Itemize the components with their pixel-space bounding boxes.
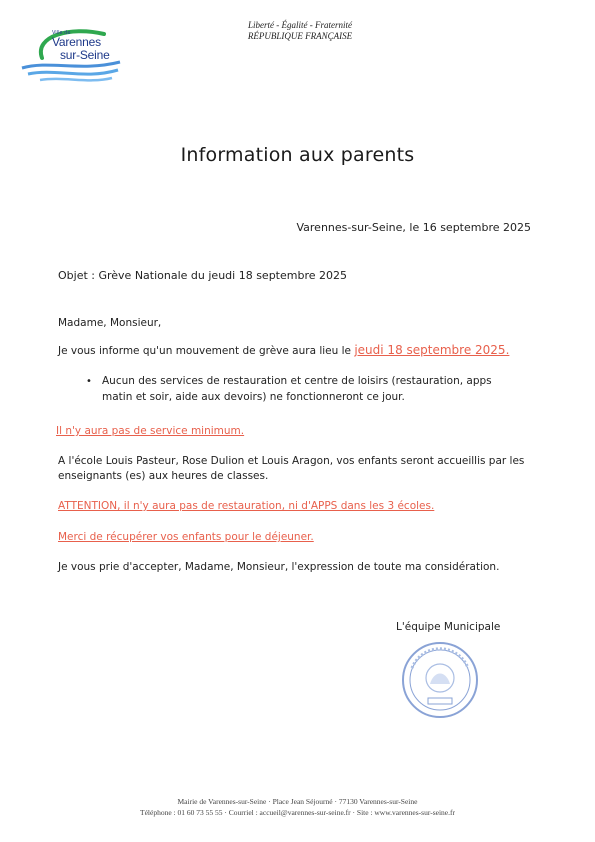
republic-motto: Liberté - Égalité - Fraternité (248, 20, 352, 30)
schools-line1: A l'école Louis Pasteur, Rose Dulion et Louis Aragon, vos enfants seront accueillis par les (58, 455, 525, 467)
municipal-seal-stamp (400, 640, 480, 720)
strike-date-highlight: jeudi 18 septembre 2025. (354, 343, 510, 357)
bullet-dot-icon: • (86, 376, 92, 387)
footer-address: Mairie de Varennes-sur-Seine · Place Jean Séjourné · 77130 Varennes-sur-Seine (177, 797, 418, 806)
closing-formula: Je vous prie d'accepter, Madame, Monsieur, l'expression de toute ma considération. (58, 561, 500, 573)
republic-name: RÉPUBLIQUE FRANÇAISE (247, 31, 353, 41)
logo-town-line1: Varennes (52, 35, 101, 49)
salutation: Madame, Monsieur, (58, 317, 162, 329)
logo-town-line2: sur-Seine (60, 48, 110, 62)
pickup-notice: Merci de récupérer vos enfants pour le déjeuner. (58, 531, 314, 543)
footer-contact: Téléphone : 01 60 73 55 55 · Courriel : accueil@varennes-sur-seine.fr · Site : www.varennes-sur-seine.fr (140, 808, 455, 817)
bullet-item-line2: matin et soir, aide aux devoirs) ne fonctionneront ce jour. (102, 391, 405, 403)
attention-notice: ATTENTION, il n'y aura pas de restauration, ni d'APPS dans les 3 écoles. (58, 500, 435, 512)
schools-line2: enseignants (es) aux heures de classes. (58, 470, 269, 482)
intro-paragraph (58, 343, 509, 359)
date-line: Varennes-sur-Seine, le 16 septembre 2025 (296, 221, 531, 234)
signature: L'équipe Municipale (396, 621, 501, 633)
bullet-item-line1: Aucun des services de restauration et centre de loisirs (restauration, apps (102, 375, 492, 387)
intro-text: Je vous informe qu'un mouvement de grève aura lieu le (58, 345, 355, 357)
municipal-logo (20, 24, 130, 86)
no-minimum-service-notice: Il n'y aura pas de service minimum. (56, 425, 245, 437)
seal-icon (400, 640, 480, 720)
logo-caption: Ville de (52, 30, 71, 36)
page-title: Information aux parents (180, 144, 415, 166)
subject-line: Objet : Grève Nationale du jeudi 18 septembre 2025 (58, 269, 347, 282)
